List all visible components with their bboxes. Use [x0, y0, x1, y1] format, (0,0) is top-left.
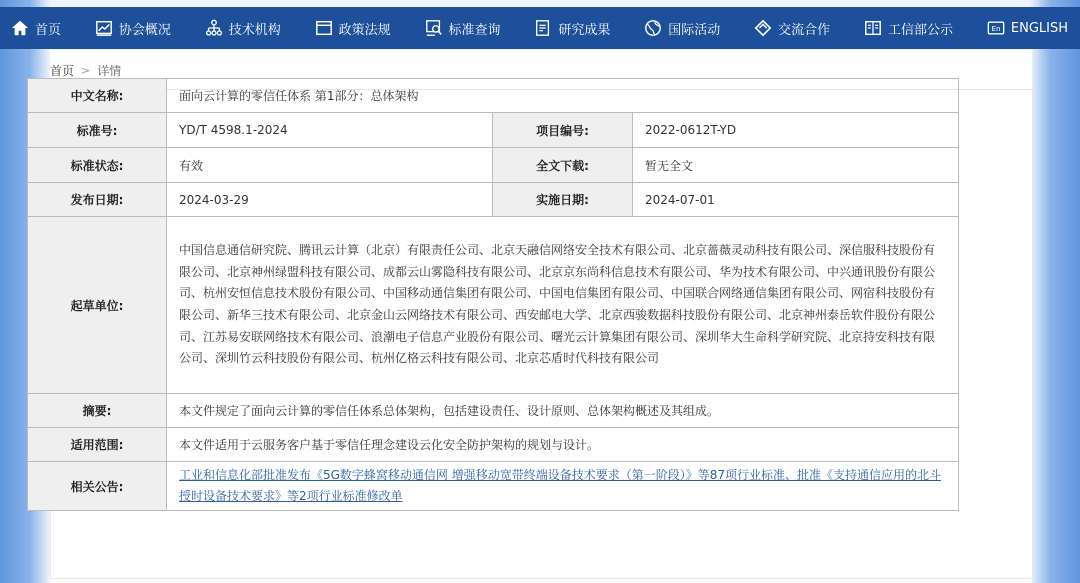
nav-label: 政策法规: [338, 22, 391, 38]
impl-date-label: 实施日期:: [493, 183, 633, 217]
nav-miit-notice[interactable]: [863, 18, 953, 38]
handshake-icon: [753, 18, 773, 38]
nav-label: 协会概况: [118, 22, 171, 38]
nav-label: 国际活动: [668, 22, 721, 38]
notice-cell: [167, 462, 959, 511]
nav-standard-search[interactable]: [424, 18, 501, 38]
cn-name-label: 中文名称:: [28, 79, 167, 113]
document-icon: [533, 18, 553, 38]
abstract-value: 本文件规定了面向云计算的零信任体系总体架构，包括建设责任、设计原则、总体架构概述及其组成。: [167, 394, 959, 428]
table-row: [28, 148, 959, 183]
en-icon: [986, 18, 1006, 38]
table-row: [28, 183, 959, 217]
nav-about[interactable]: [94, 18, 171, 38]
drafters-label: 起草单位:: [28, 217, 167, 394]
nav-research[interactable]: [533, 18, 610, 38]
nav-tech[interactable]: [204, 18, 281, 38]
home-icon: [10, 18, 30, 38]
org-icon: [204, 18, 224, 38]
search-icon: [424, 18, 444, 38]
publish-date-value: 2024-03-29: [167, 183, 493, 217]
nav-label: 工信部公示: [888, 22, 954, 38]
drafters-value: 中国信息通信研究院、腾讯云计算（北京）有限责任公司、北京天融信网络安全技术有限公司、北京蔷薇灵动科技有限公司、深信服科技股份有限公司、北京神州绿盟科技有限公司、成都云山雾隐科技有限公司、北京京东尚科信息技术有限公司、华为技术有限公司、中兴通讯股份有限公司、杭州安恒信息技术股份有限公司、中国移动通信集团有限公司、中国电信集团有限公司、中国联合网络通信集团有限公司、网宿科技股份有限公司、新华三技术有限公司、北京金山云网络技术有限公司、西安邮电大学、北京西骏数据科技股份有限公司、北京神州泰岳软件股份有限公司、江苏易安联网络技术有限公司、浪潮电子信息产业股份有限公司、曙光云计算集团有限公司、深圳华大生命科学研究院、北京持安科技有限公司、深圳竹云科技股份有限公司、杭州亿格云科技有限公司、北京芯盾时代科技有限公司: [167, 217, 959, 394]
download-value: 暂无全文: [633, 148, 959, 183]
status-label: 标准状态:: [28, 148, 167, 183]
table-row: [28, 462, 959, 511]
nav-label: 交流合作: [778, 22, 831, 38]
scope-value: 本文件适用于云服务客户基于零信任理念建设云化安全防护架构的规划与设计。: [167, 428, 959, 462]
nav-policy[interactable]: [314, 18, 391, 38]
nav-label: 标准查询: [448, 22, 501, 38]
nav-home[interactable]: [10, 18, 61, 38]
nav-cooperation[interactable]: [753, 18, 830, 38]
breadcrumb-current: 详情: [97, 64, 122, 78]
publish-date-label: 发布日期:: [28, 183, 167, 217]
cn-name-value: 面向云计算的零信任体系 第1部分：总体架构: [167, 79, 959, 113]
project-no-label: 项目编号:: [493, 113, 633, 148]
table-row: [28, 79, 959, 113]
nav-label: 技术机构: [228, 22, 281, 38]
breadcrumb-home[interactable]: 首页: [50, 64, 75, 78]
status-value: 有效: [167, 148, 493, 183]
table-row: [28, 394, 959, 428]
std-no-label: 标准号:: [28, 113, 167, 148]
window-icon: [314, 18, 334, 38]
chart-icon: [94, 18, 114, 38]
nav-english[interactable]: [986, 18, 1068, 38]
breadcrumb: [50, 62, 121, 79]
abstract-label: 摘要:: [28, 394, 167, 428]
table-row: [28, 428, 959, 462]
table-row: [28, 217, 959, 394]
std-no-value: YD/T 4598.1-2024: [167, 113, 493, 148]
breadcrumb-separator: >: [81, 64, 91, 77]
nav-label: 首页: [35, 22, 62, 38]
standard-detail-table: [27, 78, 959, 511]
download-label: 全文下载:: [493, 148, 633, 183]
nav-international[interactable]: [643, 18, 720, 38]
nav-label: 研究成果: [558, 22, 611, 38]
impl-date-value: 2024-07-01: [633, 183, 959, 217]
related-notice-link[interactable]: 工业和信息化部批准发布《5G数字蜂窝移动通信网 增强移动宽带终端设备技术要求（第一阶段）》等87项行业标准、批准《支持通信应用的北斗授时设备技术要求》等2项行业标准修改单: [179, 468, 942, 503]
top-nav: [0, 7, 1080, 49]
nav-label: ENGLISH: [1010, 20, 1068, 36]
board-icon: [863, 18, 883, 38]
globe-icon: [643, 18, 663, 38]
table-row: [28, 113, 959, 148]
project-no-value: 2022-0612T-YD: [633, 113, 959, 148]
svg-text:En: En: [991, 24, 1001, 34]
scope-label: 适用范围:: [28, 428, 167, 462]
notice-label: 相关公告:: [28, 462, 167, 511]
